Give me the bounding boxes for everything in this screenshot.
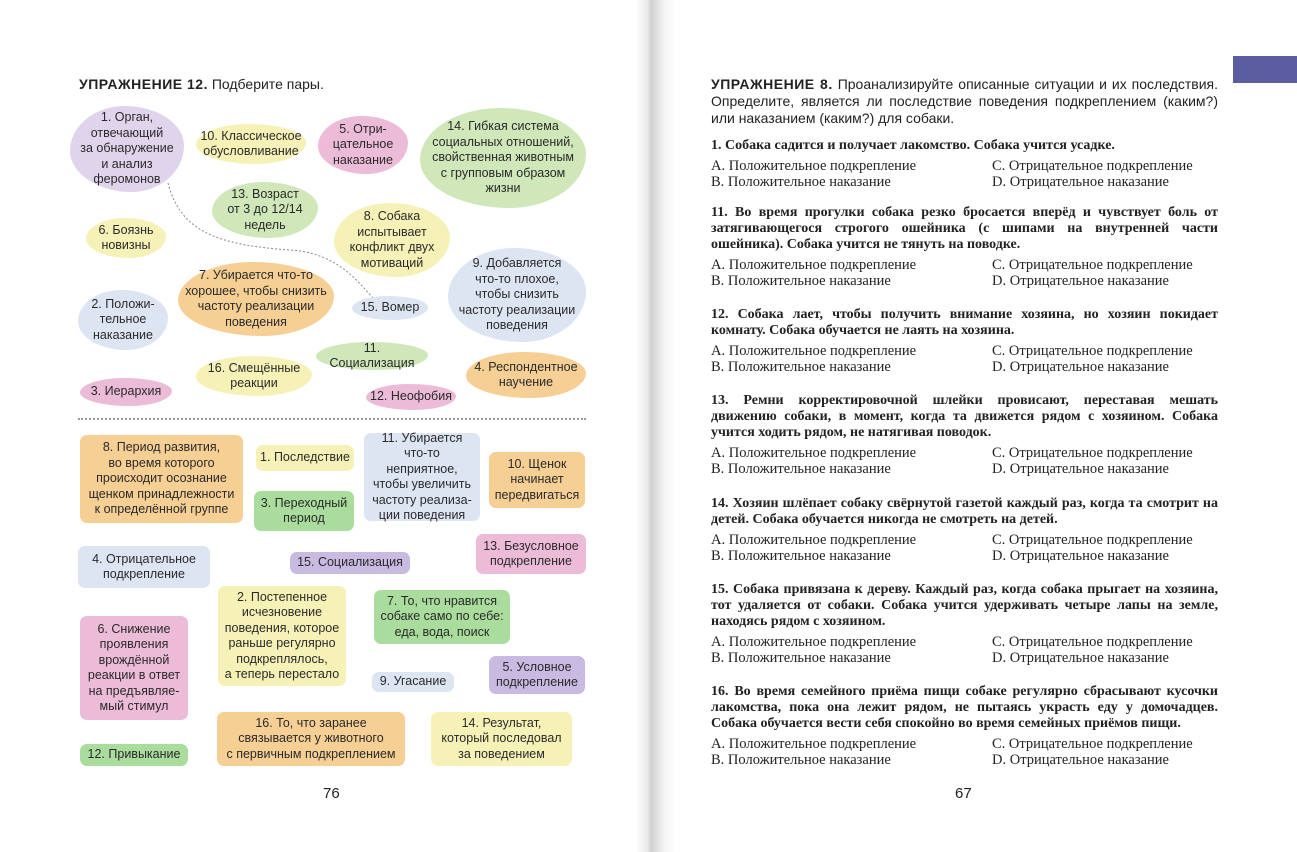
option-b[interactable]: B. Положительное наказание <box>711 548 891 564</box>
upper-term-12-text: 12. Неофобия <box>370 389 452 404</box>
option-d[interactable]: D. Отрицательное наказание <box>992 461 1169 477</box>
lower-term-11-text: 11. Убирается что-то неприятное, чтобы увеличить частоту реализа- ции поведения <box>372 430 472 522</box>
option-a[interactable]: A. Положительное подкрепление <box>711 257 917 273</box>
lower-term-7-text: 7. То, что нравится собаке само по себе: еда, вода, поиск <box>380 593 504 639</box>
upper-term-8[interactable] <box>334 203 450 277</box>
lower-term-2[interactable] <box>218 586 346 686</box>
lower-term-12-text: 12. Привыкание <box>87 747 181 762</box>
answer-options <box>711 158 1218 190</box>
option-c[interactable]: C. Отрицательное подкрепление <box>992 158 1193 174</box>
question-text: 16. Во время семейного приёма пищи собаке регулярно сбрасывают кусочки лакомства, пока она лежит рядом, не пытаясь украсть еду у домочадцев. Собака обучается вести себя спокойно во время семейных приёмов пищи. <box>711 684 1218 731</box>
lower-term-9-text: 9. Угасание <box>379 674 447 689</box>
upper-term-10-text: 10. Классическое обусловливание <box>200 128 302 158</box>
question-13 <box>711 393 1218 477</box>
lower-term-11[interactable] <box>364 430 480 522</box>
lower-term-8[interactable] <box>80 435 243 523</box>
upper-term-11[interactable] <box>316 342 428 370</box>
upper-term-10[interactable] <box>196 124 306 164</box>
upper-term-7-text: 7. Убирается что-то хорошее, чтобы снизить частоту реализации поведения <box>185 268 327 329</box>
option-b[interactable]: B. Положительное наказание <box>711 752 891 768</box>
upper-term-15-text: 15. Вомер <box>360 300 420 315</box>
lower-term-3[interactable] <box>254 491 354 531</box>
option-d[interactable]: D. Отрицательное наказание <box>992 548 1169 564</box>
lower-term-9[interactable] <box>372 672 454 692</box>
upper-term-9[interactable] <box>448 248 586 342</box>
option-b[interactable]: B. Положительное наказание <box>711 273 891 289</box>
answer-options <box>711 634 1218 666</box>
lower-term-13-text: 13. Безусловное подкрепление <box>483 538 579 568</box>
answer-options <box>711 257 1218 289</box>
lower-term-1[interactable] <box>256 445 354 471</box>
option-a[interactable]: A. Положительное подкрепление <box>711 158 917 174</box>
upper-term-9-text: 9. Добавляется что-то плохое, чтобы снизить частоту реализации поведения <box>458 256 576 333</box>
section-divider <box>78 418 586 420</box>
question-text: 12. Собака лает, чтобы получить внимание хозяина, но хозяин покидает комнату. Собака обучается не лаять на хозяина. <box>711 307 1218 338</box>
question-12 <box>711 307 1218 375</box>
upper-term-5-text: 5. Отри- цательное наказание <box>332 121 394 167</box>
question-text: 13. Ремни корректировочной шлейки провисают, переставая мешать движению собаки, в момент, когда та движется рядом с хозяином. Собака учится ходить рядом, не натягивая поводок. <box>711 393 1218 440</box>
lower-term-6[interactable] <box>80 616 188 720</box>
option-c[interactable]: C. Отрицательное подкрепление <box>992 634 1193 650</box>
upper-term-16[interactable] <box>196 356 312 396</box>
question-11 <box>711 205 1218 289</box>
right-exercise-label: УПРАЖНЕНИЕ 8. <box>711 76 833 92</box>
upper-term-7[interactable] <box>178 262 334 336</box>
right-exercise-task: Проанализируйте описанные ситуации и их последствия. Определите, является ли последствие поведения подкреплением (каким?) или наказанием (каким?) для собаки. <box>711 76 1218 126</box>
right-page-number: 67 <box>955 785 972 802</box>
option-c[interactable]: C. Отрицательное подкрепление <box>992 736 1193 752</box>
option-a[interactable]: A. Положительное подкрепление <box>711 343 917 359</box>
upper-term-2[interactable] <box>78 290 168 350</box>
option-d[interactable]: D. Отрицательное наказание <box>992 174 1169 190</box>
answer-options <box>711 532 1218 564</box>
upper-term-14-text: 14. Гибкая система социальных отношений, свойственная животным с групповым образом жизни <box>432 119 574 196</box>
question-text: 11. Во время прогулки собака резко бросается вперёд и чувствует боль от затягивающегося строгого ошейника (с шипами на внутренней части ошейника). Собака учится не тянуть на поводке. <box>711 205 1218 252</box>
question-1 <box>711 138 1218 190</box>
upper-term-1-text: 1. Орган, отвечающий за обнаружение и анализ феромонов <box>80 110 174 187</box>
lower-term-12[interactable] <box>80 744 188 766</box>
upper-term-3[interactable] <box>80 378 172 406</box>
option-b[interactable]: B. Положительное наказание <box>711 461 891 477</box>
upper-term-6-text: 6. Боязнь новизны <box>98 222 154 252</box>
lower-term-16-text: 16. То, что заранее связывается у животного с первичным подкреплением <box>226 715 396 761</box>
left-exercise-label: УПРАЖНЕНИЕ 12. <box>79 76 208 92</box>
upper-term-5[interactable] <box>318 116 408 174</box>
lower-term-15-text: 15. Социализация <box>297 555 403 570</box>
lower-term-5[interactable] <box>489 656 585 694</box>
chapter-tab-marker <box>1233 56 1297 83</box>
lower-term-4-text: 4. Отрицательное подкрепление <box>92 551 196 581</box>
upper-term-6[interactable] <box>86 218 166 258</box>
option-d[interactable]: D. Отрицательное наказание <box>992 650 1169 666</box>
option-c[interactable]: C. Отрицательное подкрепление <box>992 532 1193 548</box>
option-c[interactable]: C. Отрицательное подкрепление <box>992 257 1193 273</box>
question-14 <box>711 496 1218 564</box>
question-16 <box>711 684 1218 768</box>
upper-term-2-text: 2. Положи- тельное наказание <box>91 296 155 342</box>
right-exercise-title <box>711 76 1218 127</box>
upper-term-14[interactable] <box>420 108 586 208</box>
upper-term-4-text: 4. Респондентное научение <box>474 359 578 389</box>
option-a[interactable]: A. Положительное подкрепление <box>711 634 917 650</box>
question-text: 1. Собака садится и получает лакомство. Собака учится усадке. <box>711 138 1115 153</box>
upper-term-8-text: 8. Собака испытывает конфликт двух мотиваций <box>349 209 435 270</box>
upper-term-12[interactable] <box>366 384 456 410</box>
option-a[interactable]: A. Положительное подкрепление <box>711 445 917 461</box>
answer-options <box>711 343 1218 375</box>
answer-options <box>711 445 1218 477</box>
left-exercise-task: Подберите пары. <box>211 76 324 92</box>
lower-term-2-text: 2. Постепенное исчезновение поведения, которое раньше регулярно подкреплялось, а теперь перестало <box>224 589 340 681</box>
option-d[interactable]: D. Отрицательное наказание <box>992 752 1169 768</box>
lower-term-10-text: 10. Щенок начинает передвигаться <box>494 456 580 502</box>
option-c[interactable]: C. Отрицательное подкрепление <box>992 445 1193 461</box>
option-d[interactable]: D. Отрицательное наказание <box>992 359 1169 375</box>
lower-term-7[interactable] <box>374 590 510 644</box>
question-text: 14. Хозяин шлёпает собаку свёрнутой газетой каждый раз, когда та смотрит на детей. Собака обучается никогда не смотреть на детей. <box>711 496 1218 527</box>
question-15 <box>711 582 1218 666</box>
upper-term-16-text: 16. Смещённые реакции <box>207 360 301 390</box>
option-b[interactable]: B. Положительное наказание <box>711 359 891 375</box>
lower-term-8-text: 8. Период развития, во время которого происходит осознание щенком принадлежности к определённой группе <box>88 440 235 517</box>
question-text: 15. Собака привязана к дереву. Каждый раз, когда собака прыгает на хозяина, тот удаляется от собаки. Собака учится удерживать четыре лапы на земле, находясь рядом с хозяином. <box>711 582 1218 629</box>
lower-term-14-text: 14. Результат, который последовал за поведением <box>441 715 562 761</box>
lower-term-16[interactable] <box>217 712 405 766</box>
lower-term-14[interactable] <box>431 712 572 766</box>
lower-term-6-text: 6. Снижение проявления врождённой реакции в ответ на предъявляе- мый стимул <box>87 621 181 713</box>
lower-term-13[interactable] <box>476 534 586 574</box>
left-page-number: 76 <box>323 785 340 802</box>
upper-term-4[interactable] <box>466 352 586 398</box>
lower-term-5-text: 5. Условное подкрепление <box>496 659 578 689</box>
upper-term-13[interactable] <box>212 182 318 238</box>
upper-term-11-text: 11. Социализация <box>329 340 415 370</box>
upper-term-1[interactable] <box>70 106 184 192</box>
lower-term-10[interactable] <box>489 452 585 508</box>
lower-term-4[interactable] <box>78 546 210 588</box>
option-c[interactable]: C. Отрицательное подкрепление <box>992 343 1193 359</box>
option-d[interactable]: D. Отрицательное наказание <box>992 273 1169 289</box>
upper-term-3-text: 3. Иерархия <box>90 384 162 399</box>
option-b[interactable]: B. Положительное наказание <box>711 174 891 190</box>
upper-term-13-text: 13. Возраст от 3 до 12/14 недель <box>227 186 303 232</box>
option-a[interactable]: A. Положительное подкрепление <box>711 532 917 548</box>
option-a[interactable]: A. Положительное подкрепление <box>711 736 917 752</box>
answer-options <box>711 736 1218 768</box>
lower-term-3-text: 3. Переходный период <box>260 495 348 525</box>
lower-term-15[interactable] <box>290 552 410 574</box>
lower-term-1-text: 1. Последствие <box>260 450 350 465</box>
option-b[interactable]: B. Положительное наказание <box>711 650 891 666</box>
upper-term-15[interactable] <box>352 296 428 320</box>
